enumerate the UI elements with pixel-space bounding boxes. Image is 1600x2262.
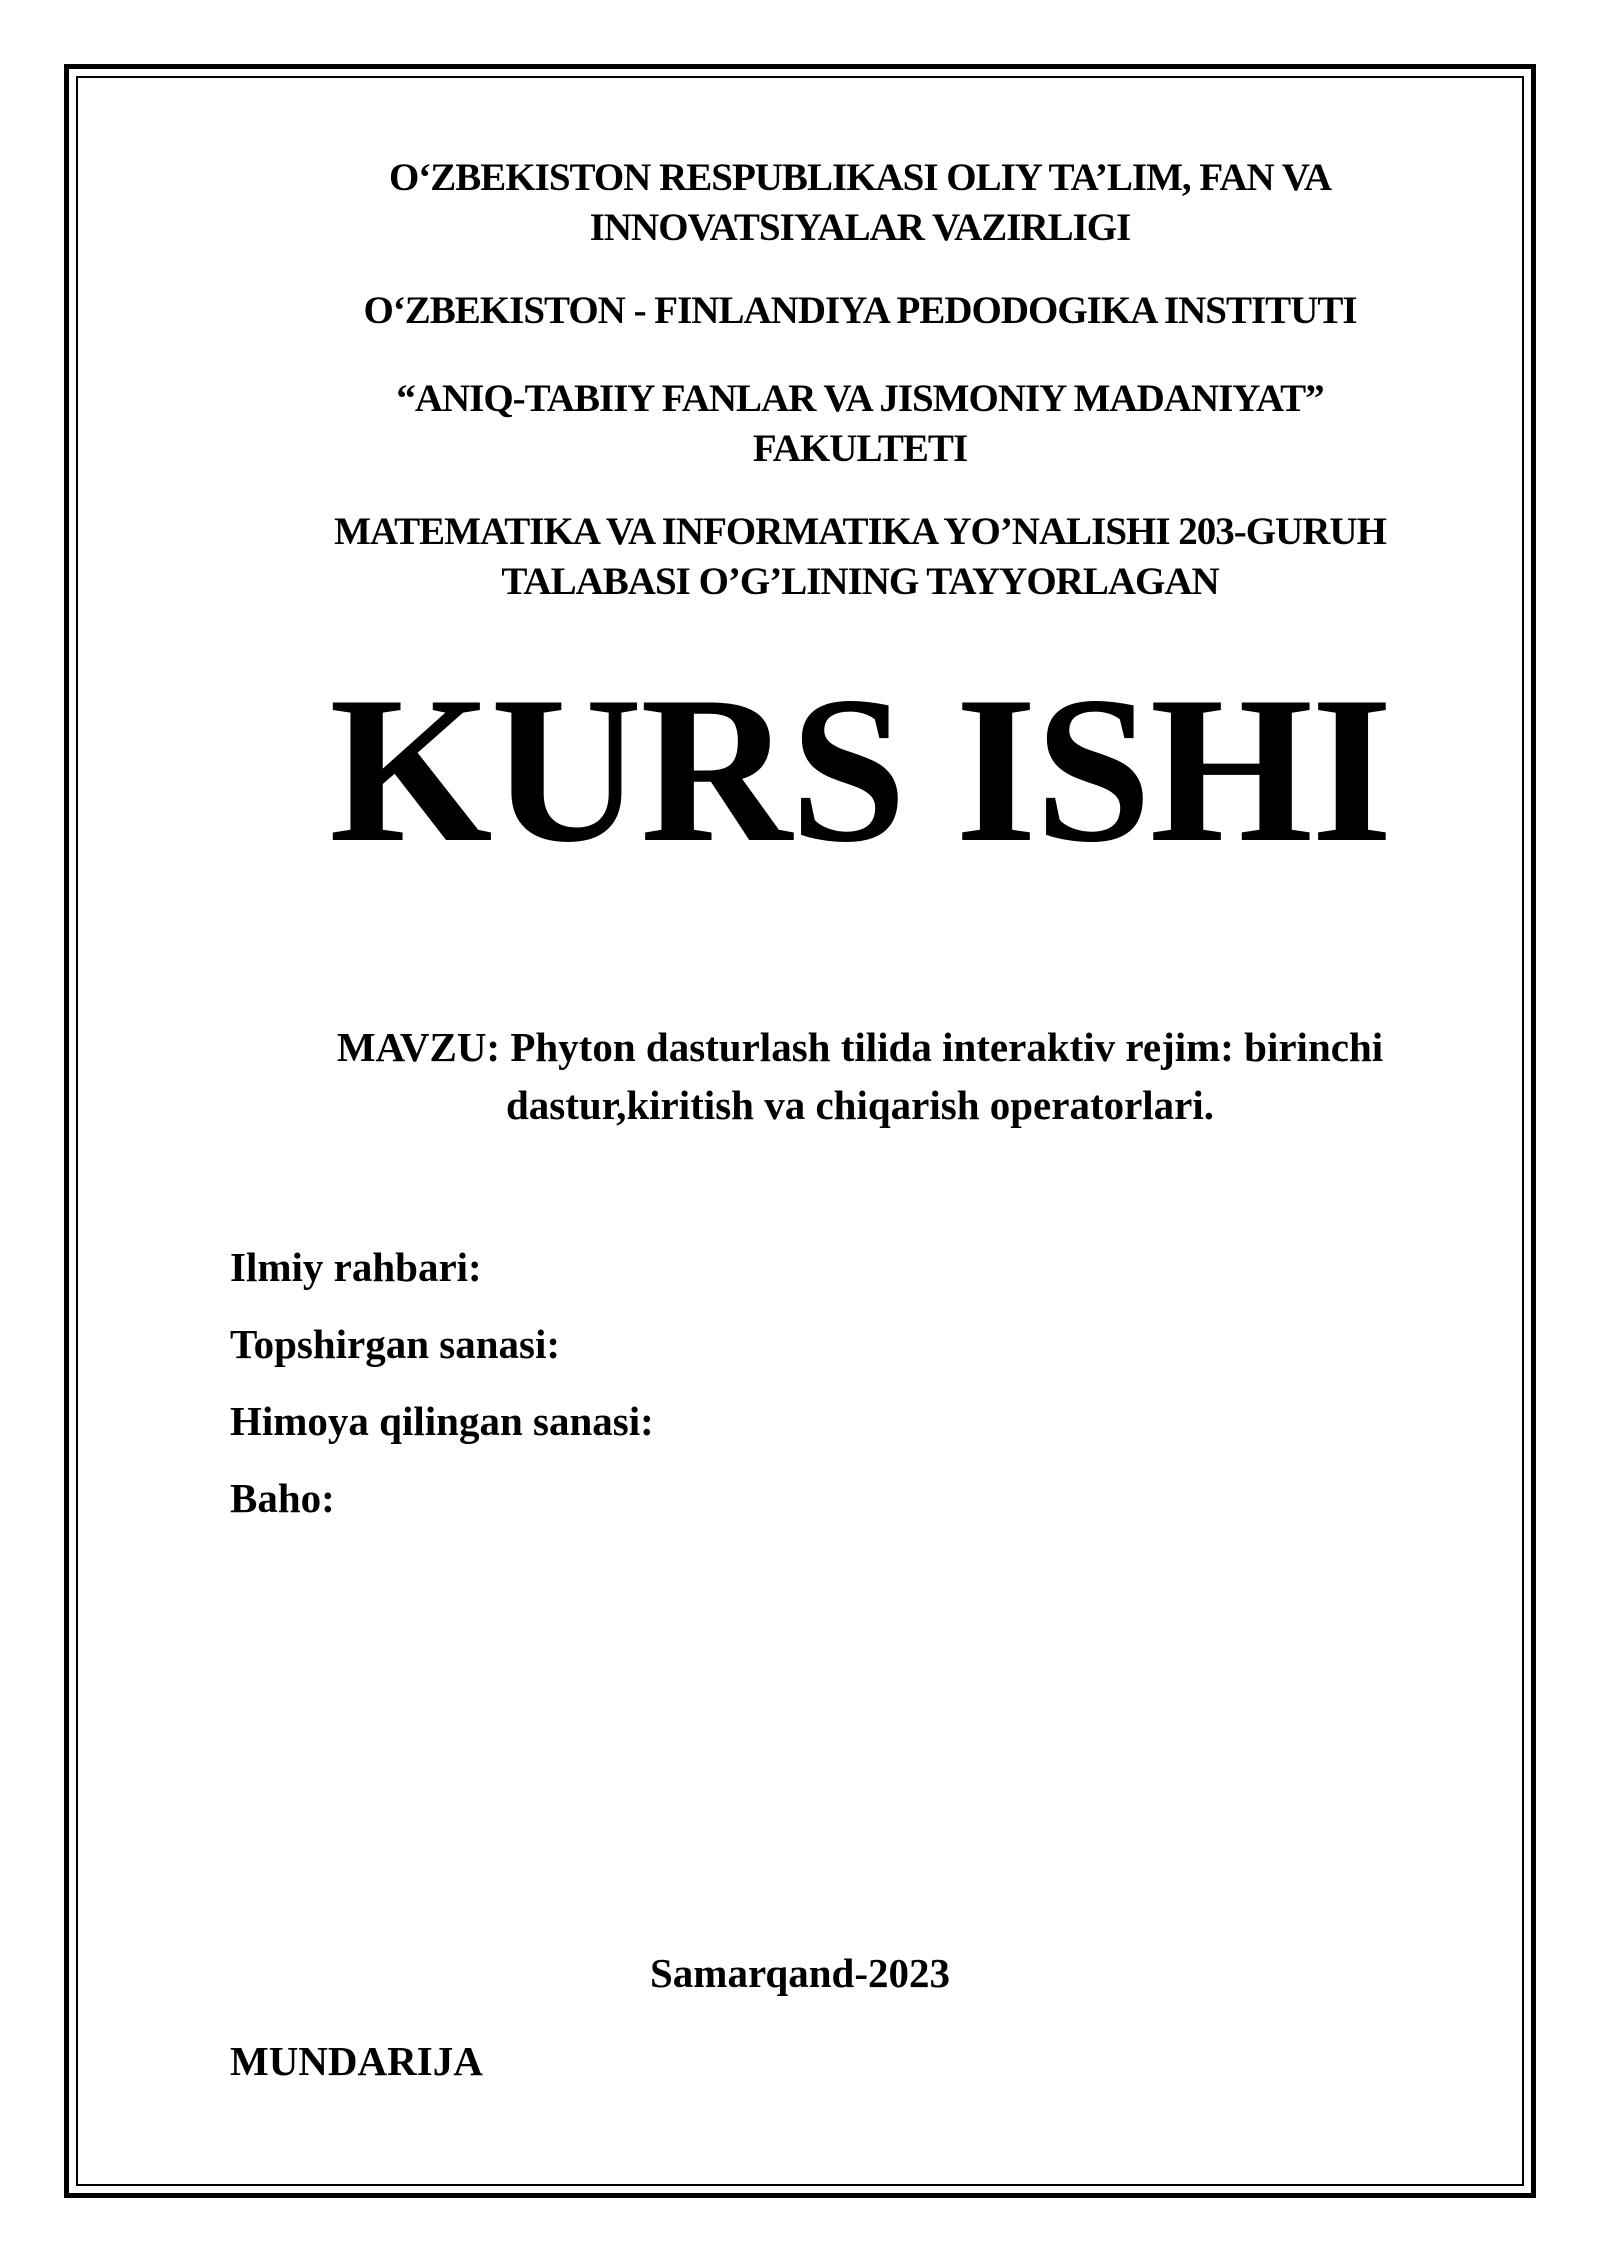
institute-heading [200, 286, 1520, 336]
submitted-date-label: Topshirgan sanasi: [230, 1321, 561, 1367]
ministry-heading [200, 153, 1520, 253]
topic-line-1: MAVZU: Phyton dasturlash tilida interaktiv rejim: birinchi [336, 1024, 1384, 1070]
defended-date-label: Himoya qilingan sanasi: [230, 1398, 654, 1444]
topic-heading [200, 1018, 1520, 1134]
city-year: Samarqand-2023 [650, 1950, 950, 1996]
student-line-2: TALABASI O’G’LINING TAYYORLAGAN [501, 560, 1219, 603]
student-line-1: MATEMATIKA VA INFORMATIKA YO’NALISHI 203-GURUH [334, 510, 1386, 553]
grade-label: Baho: [230, 1475, 335, 1521]
ministry-line-2: INNOVATSIYALAR VAZIRLIGI [589, 206, 1131, 249]
faculty-heading [200, 374, 1520, 474]
advisor-label: Ilmiy rahbari: [230, 1244, 482, 1290]
table-of-contents-heading: MUNDARIJA [230, 2038, 483, 2084]
topic-line-2: dastur,kiritish va chiqarish operatorlari. [505, 1082, 1215, 1128]
student-heading [200, 507, 1520, 607]
institute-line: O‘ZBEKISTON - FINLANDIYA PEDODOGIKA INSTITUTI [363, 289, 1357, 332]
document-title: KURS ISHI [329, 654, 1391, 886]
faculty-line-2: FAKULTETI [752, 427, 968, 470]
faculty-line-1: “ANIQ-TABIIY FANLAR VA JISMONIY MADANIYAT” [396, 377, 1324, 420]
ministry-line-1: O‘ZBEKISTON RESPUBLIKASI OLIY TA’LIM, FAN VA [388, 156, 1332, 199]
